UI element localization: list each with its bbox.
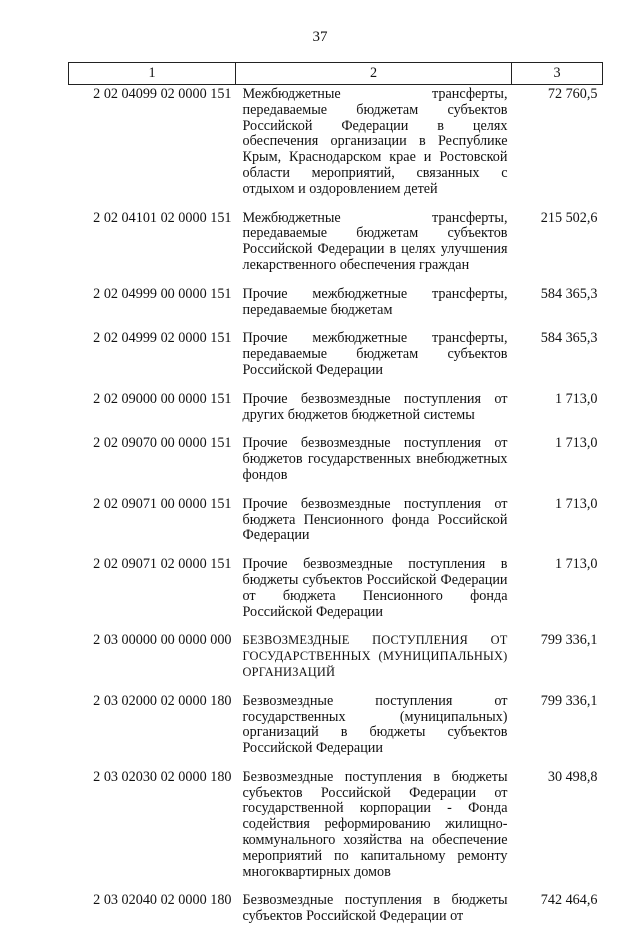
table-row: [69, 285, 603, 330]
description-cell: Безвозмездные поступления в бюджеты субъектов Российской Федерации от: [236, 891, 512, 936]
amount-cell: 215 502,6: [512, 209, 603, 285]
table-row: [69, 85, 603, 209]
amount-cell: 30 498,8: [512, 768, 603, 892]
table-body: [69, 85, 603, 936]
amount-cell: 799 336,1: [512, 631, 603, 691]
table-row: [69, 495, 603, 555]
description-cell: Прочие безвозмездные поступления в бюджеты субъектов Российской Федерации от бюджета Пенсионного фонда Российской Федерации: [236, 555, 512, 631]
amount-cell: 742 464,6: [512, 891, 603, 936]
budget-code-cell: 2 02 09070 00 0000 151: [69, 434, 236, 494]
table-row: [69, 692, 603, 768]
budget-code-cell: 2 03 00000 00 0000 000: [69, 631, 236, 691]
amount-cell: 1 713,0: [512, 434, 603, 494]
budget-code-cell: 2 02 04099 02 0000 151: [69, 85, 236, 209]
amount-cell: 1 713,0: [512, 555, 603, 631]
amount-cell: 799 336,1: [512, 692, 603, 768]
description-cell: Прочие межбюджетные трансферты, передаваемые бюджетам субъектов Российской Федерации: [236, 329, 512, 389]
budget-revenue-table: [68, 62, 603, 936]
budget-code-cell: 2 03 02030 02 0000 180: [69, 768, 236, 892]
description-cell: Прочие безвозмездные поступления от бюджетов государственных внебюджетных фондов: [236, 434, 512, 494]
description-cell: Межбюджетные трансферты, передаваемые бюджетам субъектов Российской Федерации в целях обеспечения организации в Республике Крым, Краснодарском крае и Ростовской области мероприятий, связанных с отдыхом и оздоровлением детей: [236, 85, 512, 209]
table-row: [69, 768, 603, 892]
page-number: 37: [0, 29, 640, 45]
amount-cell: 72 760,5: [512, 85, 603, 209]
amount-cell: 584 365,3: [512, 329, 603, 389]
column-header-description: 2: [236, 63, 512, 85]
table-header-row: [69, 63, 603, 85]
budget-code-cell: 2 02 04999 02 0000 151: [69, 329, 236, 389]
budget-code-cell: 2 02 09071 00 0000 151: [69, 495, 236, 555]
table-row: [69, 555, 603, 631]
table-row: [69, 434, 603, 494]
budget-code-cell: 2 02 09071 02 0000 151: [69, 555, 236, 631]
description-cell: Безвозмездные поступления от государственных (муниципальных) организаций в бюджеты субъектов Российской Федерации: [236, 692, 512, 768]
description-cell: Прочие безвозмездные поступления от бюджета Пенсионного фонда Российской Федерации: [236, 495, 512, 555]
amount-cell: 1 713,0: [512, 495, 603, 555]
table-row: [69, 891, 603, 936]
budget-code-cell: 2 02 04101 02 0000 151: [69, 209, 236, 285]
description-cell: Межбюджетные трансферты, передаваемые бюджетам субъектов Российской Федерации в целях улучшения лекарственного обеспечения граждан: [236, 209, 512, 285]
table-row: [69, 631, 603, 691]
description-cell: Прочие межбюджетные трансферты, передаваемые бюджетам: [236, 285, 512, 330]
amount-cell: 1 713,0: [512, 390, 603, 435]
table-row: [69, 329, 603, 389]
column-header-code: 1: [69, 63, 236, 85]
description-cell: Прочие безвозмездные поступления от других бюджетов бюджетной системы: [236, 390, 512, 435]
column-header-amount: 3: [512, 63, 603, 85]
budget-code-cell: 2 03 02040 02 0000 180: [69, 891, 236, 936]
budget-code-cell: 2 02 04999 00 0000 151: [69, 285, 236, 330]
description-cell: БЕЗВОЗМЕЗДНЫЕ ПОСТУПЛЕНИЯ ОТ ГОСУДАРСТВЕННЫХ (МУНИЦИПАЛЬНЫХ) ОРГАНИЗАЦИЙ: [236, 631, 512, 691]
budget-code-cell: 2 03 02000 02 0000 180: [69, 692, 236, 768]
table-row: [69, 390, 603, 435]
amount-cell: 584 365,3: [512, 285, 603, 330]
budget-code-cell: 2 02 09000 00 0000 151: [69, 390, 236, 435]
description-cell: Безвозмездные поступления в бюджеты субъектов Российской Федерации от государственной корпорации - Фонда содействия реформированию жилищно-коммунального хозяйства на обеспечение мероприятий по капитальному ремонту многоквартирных домов: [236, 768, 512, 892]
table-row: [69, 209, 603, 285]
